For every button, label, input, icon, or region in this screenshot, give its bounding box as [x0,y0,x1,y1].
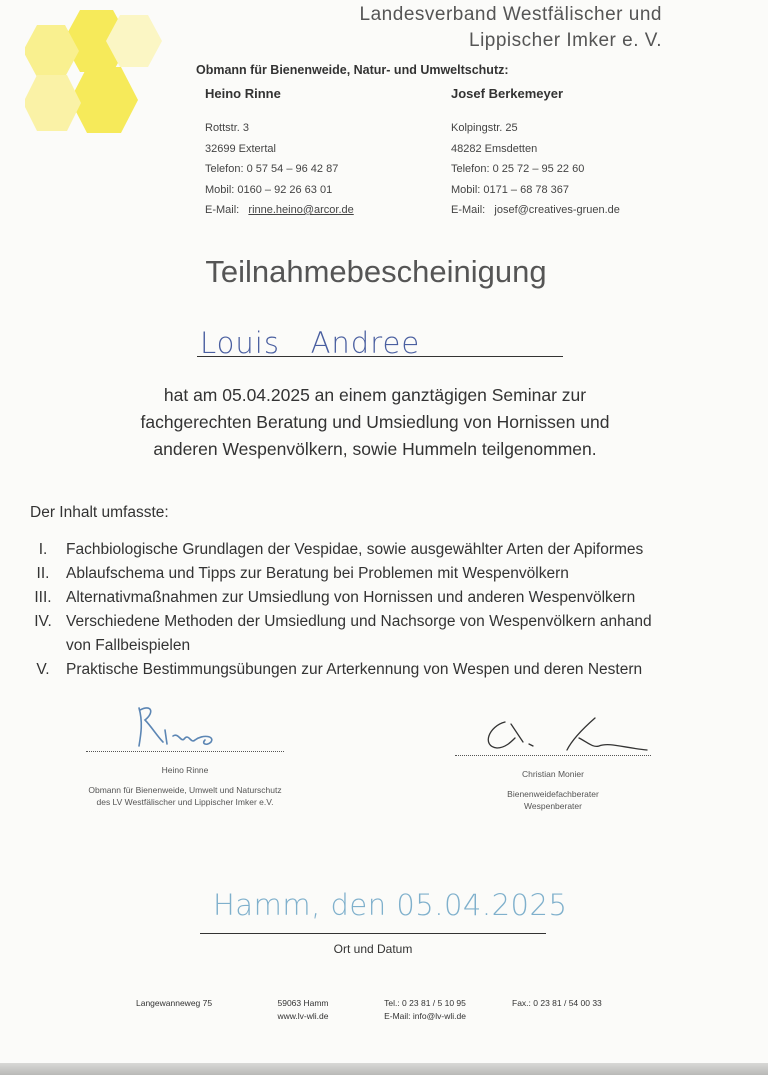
contact-name: Josef Berkemeyer [451,86,564,101]
footer-city: 59063 Hamm [277,998,329,1008]
place-date-value: Hamm, den 05.04.2025 [213,888,568,922]
contact-block-right [451,85,620,221]
intro-line: anderen Wespenvölkern, sowie Hummeln teilgenommen. [153,439,597,459]
contact-name: Heino Rinne [205,86,281,101]
signatory-role-line: Bienenweidefachberater [507,789,599,799]
intro-line: fachgerechten Beratung und Umsiedlung von Hornissen und [140,412,610,432]
content-list [20,538,740,682]
scan-edge-bar [0,1063,768,1075]
list-item [20,562,740,586]
list-item [20,658,740,682]
participant-underline [197,356,563,357]
contact-email-row [451,200,620,221]
place-date-underline [200,933,546,934]
org-name-line-1: Landesverband Westfälischer und [359,4,662,25]
footer-web-link[interactable]: www.lv-wli.de [277,1011,329,1021]
list-item [20,538,740,562]
contact-mobile: Mobil: 0171 – 68 78 367 [451,183,570,196]
list-item-text: Fachbiologische Grundlagen der Vespidae, sowie ausgewählter Arten der Apiformes [66,541,644,558]
signatory-name: Christian Monier [522,769,584,779]
intro-text [90,382,660,463]
list-item-number: IV. [34,613,52,630]
contact-email-link[interactable]: rinne.heino@arcor.de [248,204,354,216]
signatory-role-line: Obmann für Bienenweide, Umwelt und Naturschutz [88,785,282,795]
list-item-number: III. [34,589,52,606]
footer-tel: Tel.: 0 23 81 / 5 10 95 [384,998,466,1008]
honeycomb-logo-icon [25,5,165,135]
list-item-text: von Fallbeispielen [66,637,191,654]
contact-email-link[interactable]: josef@creatives-gruen.de [494,204,620,216]
list-item-text: Praktische Bestimmungsübungen zur Arterkennung von Wespen und deren Nestern [66,661,643,678]
signature-right [475,712,655,758]
footer-tel-email [370,997,480,1023]
signature-line-left [86,751,284,752]
list-item-text: Ablaufschema und Tipps zur Beratung bei Problemen mit Wespenvölkern [66,565,569,582]
contact-street: Rottstr. 3 [205,122,250,134]
contact-city: 48282 Emsdetten [451,142,538,155]
contact-street: Kolpingstr. 25 [451,122,518,134]
list-item [20,586,740,610]
contact-phone: Telefon: 0 57 54 – 96 42 87 [205,163,339,175]
list-item-text-block [66,610,740,658]
list-item-number: V. [36,661,50,678]
list-item-number: I. [38,541,48,558]
list-item-text: Alternativmaßnahmen zur Umsiedlung von Hornissen und anderen Wespenvölkern [66,589,636,606]
department-heading: Obmann für Bienenweide, Natur- und Umweltschutz: [196,63,509,77]
list-item-text: Verschiedene Methoden der Umsiedlung und Nachsorge von Wespenvölkern anhand [66,613,652,630]
footer-street: Langewanneweg 75 [136,998,213,1008]
intro-line: hat am 05.04.2025 an einem ganztägigen Seminar zur [163,385,587,405]
contact-phone: Telefon: 0 25 72 – 95 22 60 [451,163,585,175]
footer-fax: Fax.: 0 23 81 / 54 00 33 [512,998,602,1008]
signatory-name: Heino Rinne [161,765,209,775]
signature-line-right [455,755,651,756]
email-label: E-Mail: [205,204,240,216]
footer-email-link[interactable]: E-Mail: info@lv-wli.de [384,1011,466,1021]
content-heading: Der Inhalt umfasste: [30,504,169,521]
list-item [20,610,740,658]
signatory-role [55,784,315,808]
participant-name: Louis Andree [200,326,421,360]
list-item-number: II. [36,565,50,582]
email-label: E-Mail: [451,204,486,216]
contact-city: 32699 Extertal [205,142,276,155]
signatory-role-line: Wespenberater [524,801,582,811]
contact-email-row [205,200,354,221]
signatory-role [455,788,651,812]
contact-block-left [205,85,354,221]
place-date-caption: Ort und Datum [333,942,413,956]
org-name-line-2: Lippischer Imker e. V. [469,30,662,51]
signatory-role-line: des LV Westfälischer und Lippischer Imker e.V. [96,797,274,807]
footer-city-web [258,997,348,1023]
page-title: Teilnahmebescheinigung [205,254,547,289]
contact-mobile: Mobil: 0160 – 92 26 63 01 [205,183,333,196]
signature-left [125,700,225,752]
